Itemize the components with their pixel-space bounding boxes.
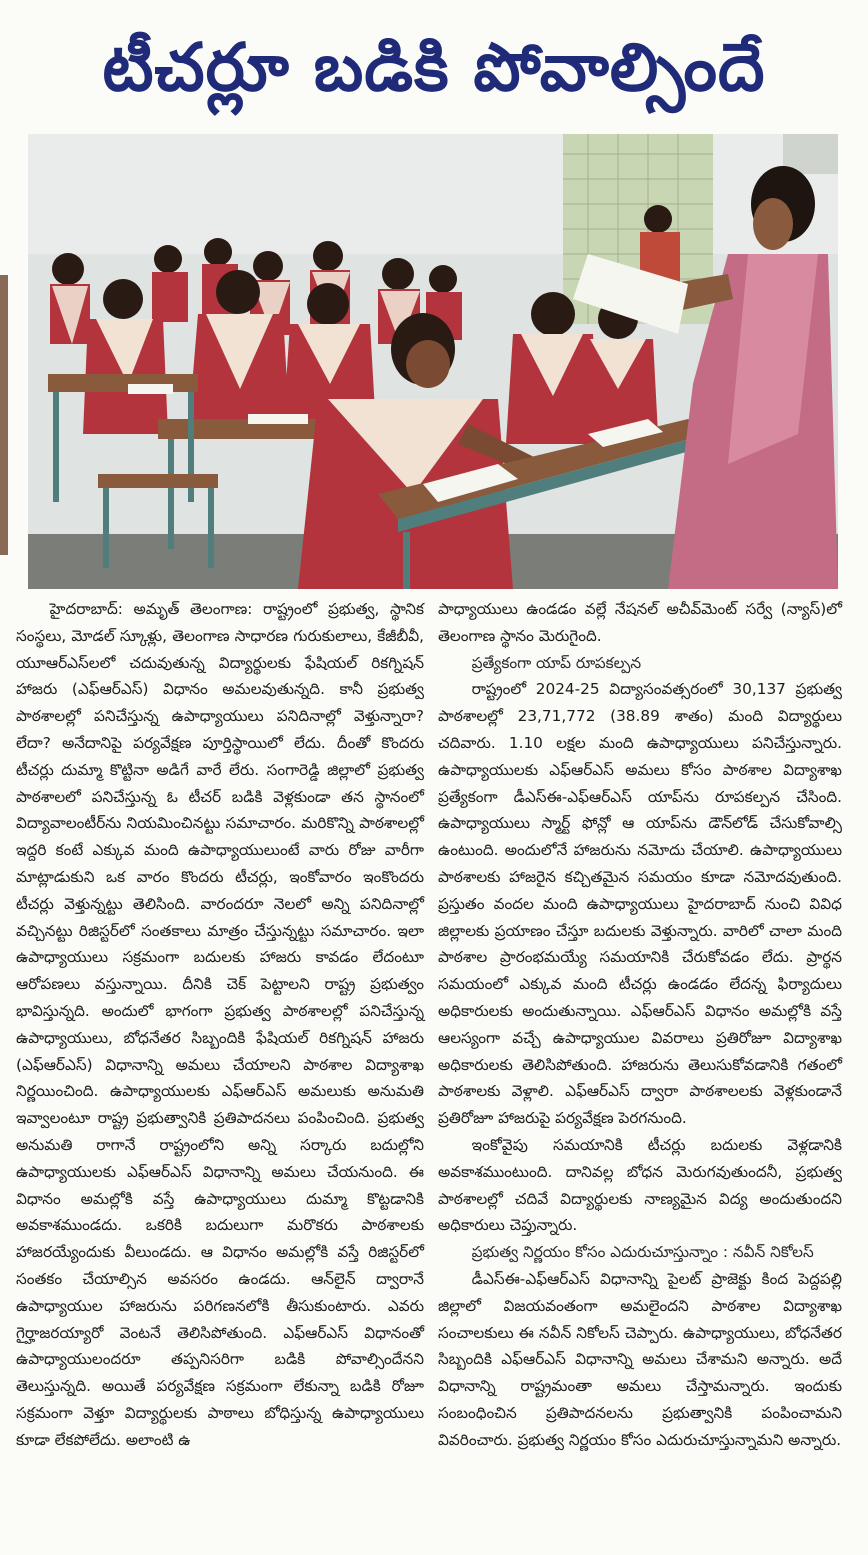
photo-upper-wall	[28, 134, 838, 254]
classroom-illustration	[28, 134, 838, 589]
article-paragraph: డీఎస్ఈ-ఎఫ్ఆర్ఎస్ విధానాన్ని పైలట్ ప్రాజెక్టు కింద పెద్దపల్లి జిల్లాలో విజయవంతంగా అమలైందని పాఠశాల విద్యాశాఖ సంచాలకులు ఈ నవీన్ నికోలస్ చెప్పారు. ఉపాధ్యాయులు, బోధనేతర సిబ్బందికి ఎఫ్ఆర్ఎస్ విధానాన్ని అమలు చేశామని అన్నారు. అదే విధానాన్ని రాష్ట్రమంతా అమలు చేస్తామన్నారు. ఇందుకు సంబంధించిన ప్రతిపాదనలను ప్రభుత్వానికి పంపించామని వివరించారు. ప్రభుత్వ నిర్ణయం కోసం ఎదురుచూస్తున్నామని అన్నారు.	[438, 1269, 842, 1449]
article-paragraph: రాష్ట్రంలో 2024-25 విద్యాసంవత్సరంలో 30,137 ప్రభుత్వ పాఠశాలల్లో 23,71,772 (38.89 శాతం) మంది విద్యార్థులు చదివారు. 1.10 లక్షల మంది ఉపాధ్యాయులు పనిచేస్తున్నారు. ఉపాధ్యాయులకు ఎఫ్ఆర్ఎస్ అమలు కోసం పాఠశాల విద్యాశాఖ ప్రత్యేకంగా డీఎస్ఈ-ఎఫ్ఆర్ఎస్ యాప్‌ను రూపకల్పన చేసింది. ఉపాధ్యాయులు స్మార్ట్ ఫోన్లో ఆ యాప్‌ను డౌన్‌లోడ్ చేసుకోవాల్సి ఉంటుంది. అందులోనే హాజరును నమోదు చేయాలి. ఉపాధ్యాయులు పాఠశాలకు హాజరైన కచ్చితమైన సమయం కూడా నమోదవుతుంది. ప్రస్తుతం వందల మంది ఉపాధ్యాయులు హైదరాబాద్ నుంచి వివిధ జిల్లాలకు ప్రయాణం చేస్తూ బదులకు వెళ్తున్నారు. వారిలో చాలా మంది పాఠశాల ప్రారంభమయ్యే సమయానికి చేరుకోవడం లేదు. ప్రార్థన సమయంలో ఎక్కువ మంది టీచర్లు ఉండడం లేదన్న ఫిర్యాదులు అధికారులకు అందుతున్నాయి. ఎఫ్ఆర్ఎస్ విధానం అమల్లోకి వస్తే ఆలస్యంగా వచ్చే ఉపాధ్యాయుల వివరాలు ప్రతిరోజూ విద్యాశాఖ అధికారులకు తెలిసిపోతుంది. హాజరును తెలుసుకోవడానికి గతంలో పాఠశాలకు వెళ్లాలి. ఎఫ్ఆర్ఎస్ ద్వారా పాఠశాలలకు వెళ్లకుండానే ప్రతిరోజూ హాజరుపై పర్యవేక్షణ పెరగనుంది.	[438, 680, 842, 1128]
article-paragraph: హైదరాబాద్: అమృత్ తెలంగాణ: రాష్ట్రంలో ప్రభుత్వ, స్థానిక సంస్థలు, మోడల్ స్కూళ్లు, తెలంగాణ సాధారణ గురుకులాలు, కేజీబీవీ, యూఆర్ఎస్‌లలో చదువుతున్న విద్యార్థులకు ఫేషియల్ రికగ్నిషన్ హాజరు (ఎఫ్ఆర్ఎస్) విధానం అమలవుతున్నది. కానీ ప్రభుత్వ పాఠశాలల్లో పనిచేస్తున్న ఉపాధ్యాయులు పనిదినాల్లో వెళ్తున్నారా? లేదా? అనేదానిపై పర్యవేక్షణ పూర్తిస్థాయిలో లేదు. దీంతో కొందరు టీచర్లు దుమ్మా కొట్టినా అడిగే వారే లేరు. సంగారెడ్డి జిల్లాలో ప్రభుత్వ పాఠశాలలో పనిచేస్తున్న ఓ టీచర్ బడికి వెళ్లకుండా తన స్థానంలో విద్యావాలంటీర్‌ను నియమించినట్టు సమాచారం. మరికొన్ని పాఠశాలల్లో ఇద్దరి కంటే ఎక్కువ మంది ఉపాధ్యాయులుంటే వారు రోజు వారీగా మాట్లాడుకుని ఒక వారం కొందరు టీచర్లు, ఇంకోవారం ఇంకొందరు టీచర్లు వెళ్తున్నట్టు తెలిసింది. వారందరూ నెలలో అన్ని పనిదినాల్లో వచ్చినట్టు రిజిస్టర్‌లో సంతకాలు మాత్రం చేస్తున్నట్టు సమాచారం. ఇలా ఉపాధ్యాయులు సక్రమంగా బదులకు హాజరు కావడం లేదంటూ ఆరోపణలు వస్తున్నాయి. దీనికి చెక్ పెట్టాలని రాష్ట్ర ప్రభుత్వం భావిస్తున్నది. అందులో భాగంగా ప్రభుత్వ పాఠశాలల్లో పనిచేస్తున్న ఉపాధ్యాయులు, బోధనేతర సిబ్బందికి ఫేషియల్ రికగ్నిషన్ హాజరు (ఎఫ్ఆర్ఎస్) విధానాన్ని అమలు చేయాలని పాఠశాల విద్యాశాఖ నిర్ణయించింది. ఉపాధ్యాయులకు ఎఫ్ఆర్ఎస్ అమలుకు అనుమతి ఇవ్వాలంటూ రాష్ట్ర ప్రభుత్వానికి ప్రతిపాదనలు పంపించింది. ప్రభుత్వ అనుమతి రాగానే రాష్ట్రంలోని అన్ని సర్కారు బదుల్లోని ఉపాధ్యాయులకు ఎఫ్ఆర్ఎస్ విధానాన్ని అమలు చేయనుంది. ఈ విధానం అమల్లోకి వస్తే ఉపాధ్యాయులు దుమ్మా కొట్టడానికి అవకాశముండదు. ఒకరికి బదులుగా మరొకరు పాఠశాలకు హాజరయ్యేందుకు వీలుండదు. ఆ విధానం అమల్లోకి వస్తే రిజిస్టర్‌లో సంతకం చేయాల్సిన అవసరం ఉండదు. ఆన్‌లైన్ ద్వారానే ఉపాధ్యాయుల హాజరును పరిగణనలోకి తీసుకుంటారు. ఎవరు గైర్హాజరయ్యారో వెంటనే తెలిసిపోతుంది. ఎఫ్ఆర్ఎస్ విధానంతో ఉపాధ్యాయులందరూ తప్పనిసరిగా బడికి పోవాల్సిందేనని తెలుస్తున్నది. అయితే పర్యవేక్షణ సక్రమంగా లేకున్నా బడికి రోజూ సక్రమంగా వెళ్తూ విద్యార్థులకు పాఠాలు బోధిస్తున్న ఉపాధ్యాయులు కూడా లేకపోలేదు. అలాంటి ఉ	[16, 600, 424, 1449]
article-column-right	[438, 596, 842, 1454]
bench-leg	[208, 488, 214, 568]
subheading-app-design: ప్రత్యేకంగా యాప్ రూపకల్పన	[471, 653, 642, 672]
article-paragraph: ఇంకోవైపు సమయానికి టీచర్లు బదులకు వెళ్లడానికి అవకాశముంటుంది. దానివల్ల బోధన మెరుగవుతుందనీ, ప్రభుత్వ పాఠశాలల్లో చదివే విద్యార్థులకు నాణ్యమైన విద్య అందుతుందని అధికారులు చెప్తున్నారు.	[438, 1135, 842, 1235]
bench-leg	[103, 488, 109, 568]
article-paragraph: పాధ్యాయులు ఉండడం వల్లే నేషనల్ అచీవ్‌మెంట్ సర్వే (న్యాస్)లో తెలంగాణ స్థానం మెరుగైంది.	[438, 600, 842, 645]
headline: టీచర్లూ బడికి పోవాల్సిందే	[102, 29, 766, 106]
adjacent-photo-edge	[0, 275, 8, 555]
article-photo	[28, 134, 838, 589]
subheading-director-quote: ప్రభుత్వ నిర్ణయం కోసం ఎదురుచూస్తున్నాం : నవీన్ నికోలస్	[471, 1243, 814, 1262]
bench	[98, 474, 218, 488]
article-column-left	[16, 596, 424, 1454]
